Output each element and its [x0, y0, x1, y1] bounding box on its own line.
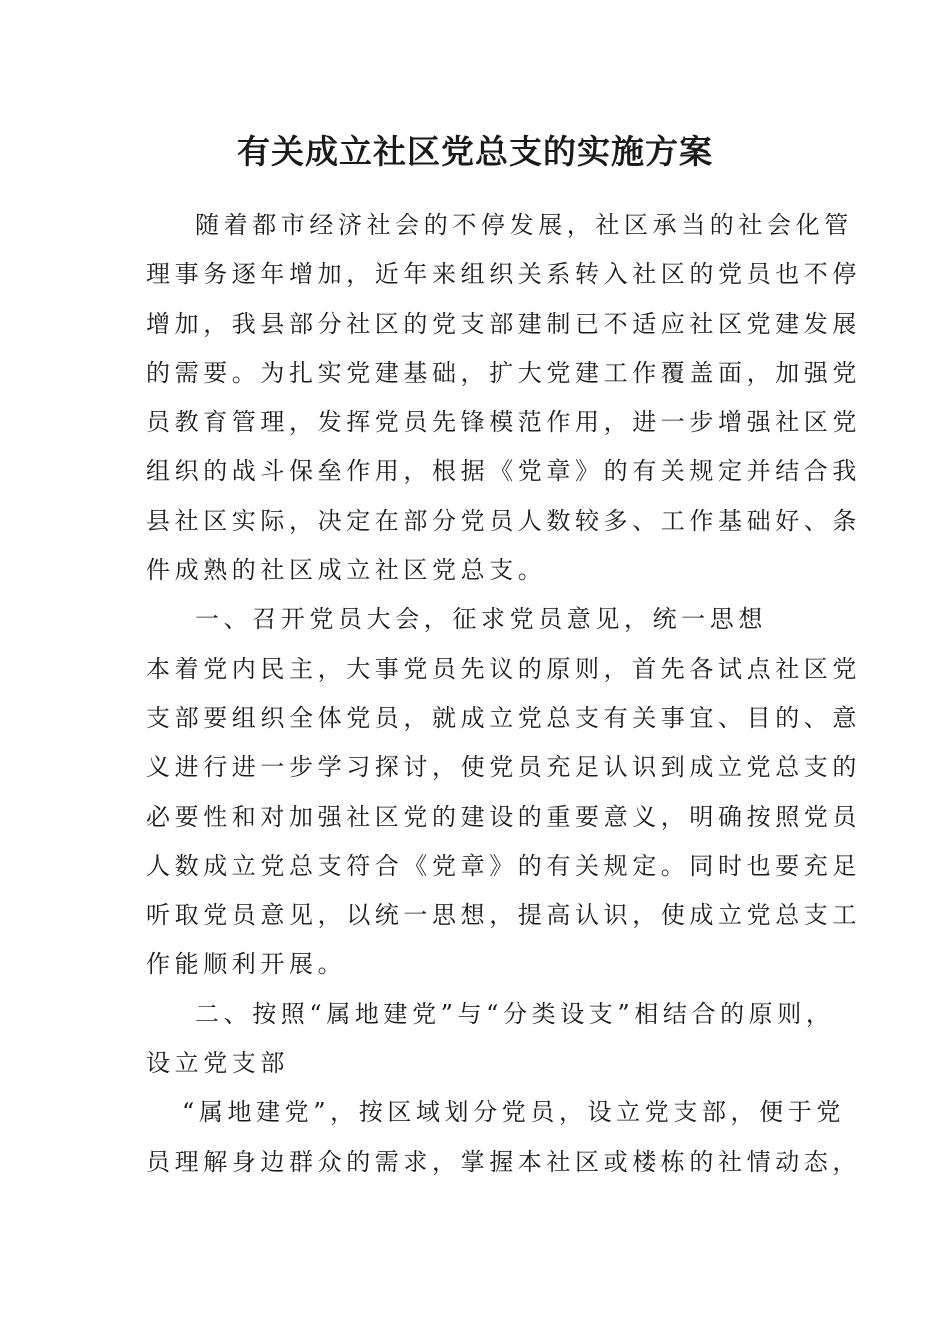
paragraph-line: 理事务逐年增加，近年来组织关系转入社区的党员也不停: [146, 260, 861, 289]
paragraph-line: 本着党内民主，大事党员先议的原则，首先各试点社区党: [146, 654, 861, 683]
section-heading: 二、按照“属地建党”与“分类设支”相结合的原则，: [195, 999, 835, 1028]
paragraph-line: 组织的战斗保垒作用，根据《党章》的有关规定并结合我: [146, 457, 861, 486]
paragraph-line: 人数成立党总支符合《党章》的有关规定。同时也要充足: [146, 851, 861, 880]
paragraph-line: 听取党员意见，以统一思想，提高认识，使成立党总支工: [146, 901, 861, 930]
paragraph-line: “属地建党”，按区域划分党员，设立党支部，便于党: [182, 1098, 845, 1127]
paragraph-line: 随着都市经济社会的不停发展，社区承当的社会化管: [195, 211, 853, 239]
paragraph-line: 增加，我县部分社区的党支部建制已不适应社区党建发展: [146, 309, 861, 338]
paragraph-line: 件成熟的社区成立社区党总支。: [146, 556, 547, 585]
paragraph-line: 员理解身边群众的需求，掌握本社区或楼栋的社情动态，: [146, 1147, 861, 1176]
paragraph-line: 的需要。为扎实党建基础，扩大党建工作覆盖面，加强党: [146, 358, 861, 387]
paragraph-line: 义进行进一步学习探讨，使党员充足认识到成立党总支的: [146, 753, 861, 782]
document-body: [146, 201, 861, 1187]
section-heading-continued: 设立党支部: [146, 1049, 289, 1078]
section-heading: 一、召开党员大会，征求党员意见，统一思想: [195, 605, 767, 634]
paragraph-line: 员教育管理，发挥党员先锋模范作用，进一步增强社区党: [146, 408, 861, 437]
document-title: 有关成立社区党总支的实施方案: [237, 132, 713, 171]
paragraph-line: 必要性和对加强社区党的建设的重要意义，明确按照党员: [146, 802, 861, 831]
paragraph-line: 支部要组织全体党员，就成立党总支有关事宜、目的、意: [146, 703, 861, 732]
paragraph-line: 县社区实际，决定在部分党员人数较多、工作基础好、条: [146, 506, 861, 535]
paragraph-line: 作能顺利开展。: [146, 950, 347, 979]
